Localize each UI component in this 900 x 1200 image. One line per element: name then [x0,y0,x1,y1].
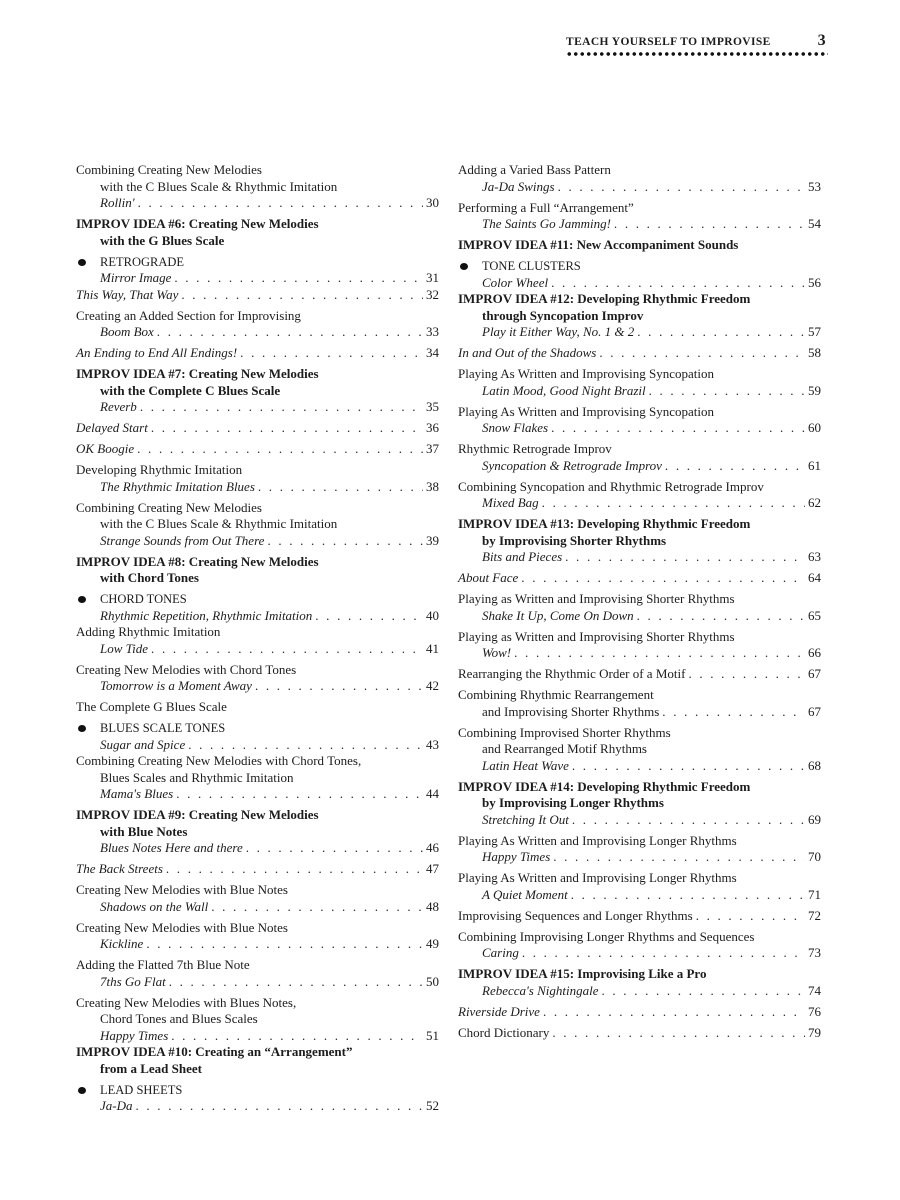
toc-entry[interactable] [458,687,821,720]
toc-entry[interactable] [458,441,821,474]
dot-leader [688,666,805,683]
improv-idea-heading [458,516,821,549]
page-ref: 74 [808,982,821,998]
toc-entry[interactable] [458,162,821,195]
toc-entry[interactable] [458,479,821,512]
toc-text: Playing as Written and Improvising Shorter Rhythms [458,628,735,644]
dot-leader [246,840,423,857]
toc-text: Latin Mood, Good Night Brazil [482,382,646,398]
toc-entry[interactable] [76,840,439,857]
dot-leader [171,1028,423,1045]
dot-leader [521,570,805,587]
page-ref: 33 [426,324,439,339]
toc-text: Ja-Da [100,1098,133,1113]
dot-leader [176,786,423,803]
toc-text: Tomorrow is a Moment Away [100,678,252,693]
dot-leader [551,275,805,292]
toc-text: with Chord Tones [100,570,199,585]
toc-entry[interactable] [76,420,439,437]
toc-text: Adding Rhythmic Imitation [76,624,221,639]
page-ref: 53 [808,178,821,194]
page-ref: 67 [808,666,821,681]
toc-text: The Back Streets [76,861,163,876]
toc-entry[interactable] [458,591,821,624]
toc-text: by Improvising Longer Rhythms [482,795,664,810]
toc-text: Delayed Start [76,420,148,435]
toc-text: Snow Flakes [482,420,549,435]
page-ref: 58 [808,345,821,360]
improv-idea-heading [458,966,821,983]
toc-text: Combining Improvising Longer Rhythms and Sequences [458,928,755,944]
dot-leader [514,645,805,662]
toc-entry[interactable] [458,725,821,775]
toc-text: Rhythmic Repetition, Rhythmic Imitation [100,607,313,623]
dot-leader [174,270,423,287]
concept-bullet [458,258,821,275]
toc-text: Rearranging the Rhythmic Order of a Motif [458,666,686,681]
page-ref: 49 [426,936,439,951]
concept-bullet [76,254,439,271]
toc-text: Bits and Pieces [482,549,563,564]
page-ref: 34 [426,345,439,360]
dot-leader [565,549,805,566]
toc-text: Latin Heat Wave [482,757,569,773]
toc-entry[interactable] [76,920,439,953]
dot-leader [649,383,805,400]
dot-leader [571,887,805,904]
page-ref: 54 [808,216,821,231]
toc-text: Stretching It Out [482,811,569,827]
toc-entry[interactable] [458,983,821,1000]
page-ref: 48 [426,898,439,914]
toc-text: TONE CLUSTERS [482,259,581,273]
page-ref: 64 [808,570,821,585]
dot-leader [637,608,805,625]
dot-leader [169,974,423,991]
toc-text: Combining Creating New Melodies with Chord Tones, [76,753,362,768]
toc-text: IMPROV IDEA #8: Creating New Melodies [76,553,319,569]
toc-entry[interactable] [458,870,821,903]
toc-entry[interactable] [458,812,821,829]
page-ref: 71 [808,886,821,902]
toc-text: Playing as Written and Improvising Shorter Rhythms [458,591,735,606]
page-ref: 72 [808,907,821,923]
page-ref: 68 [808,757,821,773]
toc-text: Low Tide [100,640,149,656]
toc-text: Color Wheel [482,274,549,290]
toc-entry[interactable] [76,753,439,803]
toc-text: Adding a Varied Bass Pattern [458,162,611,177]
page-ref: 51 [426,1027,439,1043]
dot-leader [552,1025,805,1042]
bullet-icon [460,263,468,270]
page-ref: 67 [808,703,821,719]
improv-idea-heading [76,807,439,840]
toc-entry[interactable] [76,441,439,458]
toc-text: Combining Syncopation and Rhythmic Retrograde Improv [458,478,764,494]
toc-text: Syncopation & Retrograde Improv [482,457,662,473]
toc-text: Playing As Written and Improvising Longer Rhythms [458,832,737,848]
concept-bullet [76,591,439,608]
page-ref: 69 [808,811,821,827]
toc-entry[interactable] [76,287,439,304]
page-ref: 41 [426,640,439,656]
toc-text: by Improvising Shorter Rhythms [482,532,667,548]
toc-text: Mirror Image [100,270,172,285]
toc-text: About Face [458,570,519,585]
toc-entry[interactable] [458,404,821,437]
toc-text: Creating New Melodies with Chord Tones [76,661,297,677]
toc-text: Creating New Melodies with Blue Notes [76,882,288,897]
page-ref: 79 [808,1024,821,1040]
toc-text: Combining Rhythmic Rearrangement [458,687,654,702]
page-ref: 61 [808,457,821,473]
toc-entry[interactable] [76,861,439,878]
toc-entry[interactable] [76,399,439,416]
bullet-icon [78,725,86,732]
dot-leader [665,458,805,475]
page-ref: 66 [808,645,821,660]
page-ref: 43 [426,736,439,752]
toc-entry[interactable] [458,666,821,683]
page-ref: 62 [808,495,821,510]
toc-text: Chord Tones and Blues Scales [100,1011,258,1026]
page-ref: 50 [426,973,439,989]
toc-text: Strange Sounds from Out There [100,532,265,548]
toc-text: with the Complete C Blues Scale [100,382,281,398]
page-ref: 32 [426,286,439,302]
book-title: TEACH YOURSELF TO IMPROVISE [566,36,771,48]
toc-text: Play it Either Way, No. 1 & 2 [482,324,635,339]
toc-text: Ja-Da Swings [482,178,555,194]
toc-text: Mama's Blues [100,786,174,801]
dot-leader [543,1004,805,1021]
dot-leader [137,441,423,458]
toc-entry[interactable] [76,737,439,754]
toc-right-column [458,162,821,1041]
page-ref: 38 [426,478,439,494]
toc-text: The Saints Go Jamming! [482,216,611,231]
toc-entry[interactable] [76,308,439,341]
toc-text: IMPROV IDEA #12: Developing Rhythmic Freedom [458,291,751,306]
page-ref: 63 [808,549,821,564]
dot-leader [551,420,805,437]
toc-text: Boom Box [100,324,154,339]
improv-idea-heading [76,1044,439,1077]
toc-text: Reverb [100,399,137,414]
toc-entry[interactable] [458,1025,821,1042]
toc-text: Shadows on the Wall [100,898,209,914]
page-ref: 65 [808,607,821,623]
toc-text: Combining Improvised Shorter Rhythms [458,724,671,740]
toc-text: In and Out of the Shadows [458,345,597,360]
toc-text: and Improvising Shorter Rhythms [482,703,660,719]
toc-entry[interactable] [458,345,821,362]
toc-text: and Rearranged Motif Rhythms [482,741,647,756]
dot-leader [553,849,805,866]
toc-text: Creating an Added Section for Improvising [76,307,301,323]
dot-leader [136,1098,424,1115]
toc-text: IMPROV IDEA #14: Developing Rhythmic Freedom [458,778,751,794]
toc-entry[interactable] [458,275,821,292]
toc-entry[interactable] [76,882,439,915]
improv-idea-heading [76,216,439,249]
page-ref: 44 [426,786,439,801]
toc-entry[interactable] [76,624,439,657]
toc-text: Performing a Full “Arrangement” [458,199,634,215]
page-ref: 76 [808,1003,821,1019]
concept-bullet [76,1082,439,1099]
page-ref: 30 [426,195,439,210]
toc-text: Wow! [482,645,512,660]
page-ref: 42 [426,678,439,693]
toc-text: Creating New Melodies with Blue Notes [76,919,288,935]
toc-entry[interactable] [76,162,439,212]
toc-text: Rhythmic Retrograde Improv [458,441,612,456]
toc-text: The Rhythmic Imitation Blues [100,478,255,494]
page-ref: 39 [426,532,439,548]
toc-text: Playing As Written and Improvising Longer Rhythms [458,870,737,885]
dot-leader [572,758,805,775]
toc-text: Shake It Up, Come On Down [482,607,634,623]
toc-text: Developing Rhythmic Imitation [76,462,243,477]
toc-text: Chord Dictionary [458,1024,550,1040]
dot-leader [157,324,423,341]
toc-text: IMPROV IDEA #15: Improvising Like a Pro [458,966,707,981]
page-ref: 56 [808,274,821,290]
dot-leader [151,420,423,437]
improv-idea-heading [458,237,821,254]
toc-entry[interactable] [76,500,439,550]
toc-text: IMPROV IDEA #13: Developing Rhythmic Freedom [458,516,751,531]
dot-leader [181,287,423,304]
dot-leader [211,899,423,916]
toc-entry[interactable] [76,608,439,625]
dot-leader [602,983,806,1000]
toc-text: IMPROV IDEA #10: Creating an “Arrangement” [76,1044,353,1059]
toc-text: A Quiet Moment [482,886,568,902]
page-ref: 37 [426,441,439,456]
toc-entry[interactable] [76,270,439,287]
toc-entry[interactable] [458,1004,821,1021]
toc-text: Caring [482,945,519,960]
toc-text: Sugar and Spice [100,736,186,752]
page-ref: 35 [426,399,439,414]
dot-leader [240,345,423,362]
page-ref: 73 [808,945,821,960]
toc-entry[interactable] [76,995,439,1045]
toc-text: OK Boogie [76,441,135,456]
page-ref: 70 [808,849,821,864]
toc-entry[interactable] [458,549,821,566]
toc-entry[interactable] [76,662,439,695]
dot-leader [258,479,423,496]
toc-entry[interactable] [458,366,821,399]
dot-leader [696,908,805,925]
toc-text: RETROGRADE [100,254,185,269]
toc-entry[interactable] [458,629,821,662]
dot-leader [188,737,423,754]
toc-entry[interactable] [458,833,821,866]
page-ref: 57 [808,324,821,339]
dot-leader [151,641,423,658]
toc-entry[interactable] [458,570,821,587]
toc-text: Happy Times [482,849,551,864]
dot-leader [662,704,805,721]
toc-text: with the C Blues Scale & Rhythmic Imitation [100,178,338,194]
toc-text: Playing As Written and Improvising Syncopation [458,403,714,419]
dot-leader [558,179,805,196]
toc-text: Rebecca's Nightingale [482,982,599,998]
page-ref: 36 [426,420,439,435]
toc-text: Rollin' [100,195,135,210]
toc-text: The Complete G Blues Scale [76,699,227,714]
toc-entry[interactable] [76,957,439,990]
toc-left-column [76,162,439,1115]
toc-text: 7ths Go Flat [100,973,166,989]
toc-text: CHORD TONES [100,592,187,606]
toc-text: Riverside Drive [458,1003,540,1019]
toc-text: Mixed Bag [482,495,539,510]
toc-text: with the G Blues Scale [100,232,225,248]
page-ref: 60 [808,420,821,435]
page-ref: 31 [426,270,439,285]
dot-leader [140,399,423,416]
dot-leader [146,936,423,953]
toc-text: IMPROV IDEA #11: New Accompaniment Sounds [458,237,739,252]
dot-leader [255,678,423,695]
toc-text: through Syncopation Improv [482,307,644,323]
bullet-icon [78,596,86,603]
dot-leader [138,195,423,212]
toc-text: IMPROV IDEA #7: Creating New Melodies [76,366,319,381]
toc-text: LEAD SHEETS [100,1082,183,1097]
toc-text: Happy Times [100,1027,169,1043]
toc-text: Playing As Written and Improvising Syncopation [458,366,714,381]
toc-entry[interactable] [76,345,439,362]
toc-entry[interactable] [76,1098,439,1115]
toc-text: with Blue Notes [100,823,188,839]
dot-leader [542,495,805,512]
improv-idea-heading [458,779,821,812]
improv-idea-heading [76,554,439,587]
page-ref: 47 [426,861,439,876]
page-ref: 59 [808,382,821,398]
toc-text: Combining Creating New Melodies [76,499,262,515]
improv-idea-heading [458,291,821,324]
toc-entry[interactable] [458,908,821,925]
dot-leader [599,345,805,362]
toc-text: Blues Notes Here and there [100,840,243,855]
toc-text: Adding the Flatted 7th Blue Note [76,957,250,972]
page-ref: 52 [426,1098,439,1113]
dotted-rule [566,51,828,57]
toc-text: Improvising Sequences and Longer Rhythms [458,907,693,923]
toc-text: Combining Creating New Melodies [76,162,262,177]
toc-entry[interactable] [458,200,821,233]
toc-text: Creating New Melodies with Blues Notes, [76,994,297,1010]
bullet-icon [78,1087,86,1094]
dot-leader [166,861,423,878]
toc-entry[interactable] [76,462,439,495]
dot-leader [637,324,805,341]
toc-text: with the C Blues Scale & Rhythmic Imitation [100,516,338,531]
bullet-icon [78,259,86,266]
toc-text: BLUES SCALE TONES [100,721,226,735]
toc-text: from a Lead Sheet [100,1060,202,1076]
toc-entry[interactable] [76,699,439,716]
dot-leader [315,608,423,625]
page-ref: 40 [426,607,439,623]
dot-leader [267,533,423,550]
improv-idea-heading [76,366,439,399]
toc-text: An Ending to End All Endings! [76,345,238,360]
toc-text: IMPROV IDEA #6: Creating New Melodies [76,216,319,231]
concept-bullet [76,720,439,737]
toc-text: Blues Scales and Rhythmic Imitation [100,769,294,785]
toc-entry[interactable] [458,929,821,962]
page-ref: 46 [426,840,439,855]
page-number: 3 [817,32,826,49]
toc-text: IMPROV IDEA #9: Creating New Melodies [76,807,319,822]
dot-leader [614,216,805,233]
toc-text: This Way, That Way [76,286,179,302]
toc-entry[interactable] [458,324,821,341]
toc-text: Kickline [100,936,144,951]
dot-leader [572,812,805,829]
dot-leader [522,945,805,962]
